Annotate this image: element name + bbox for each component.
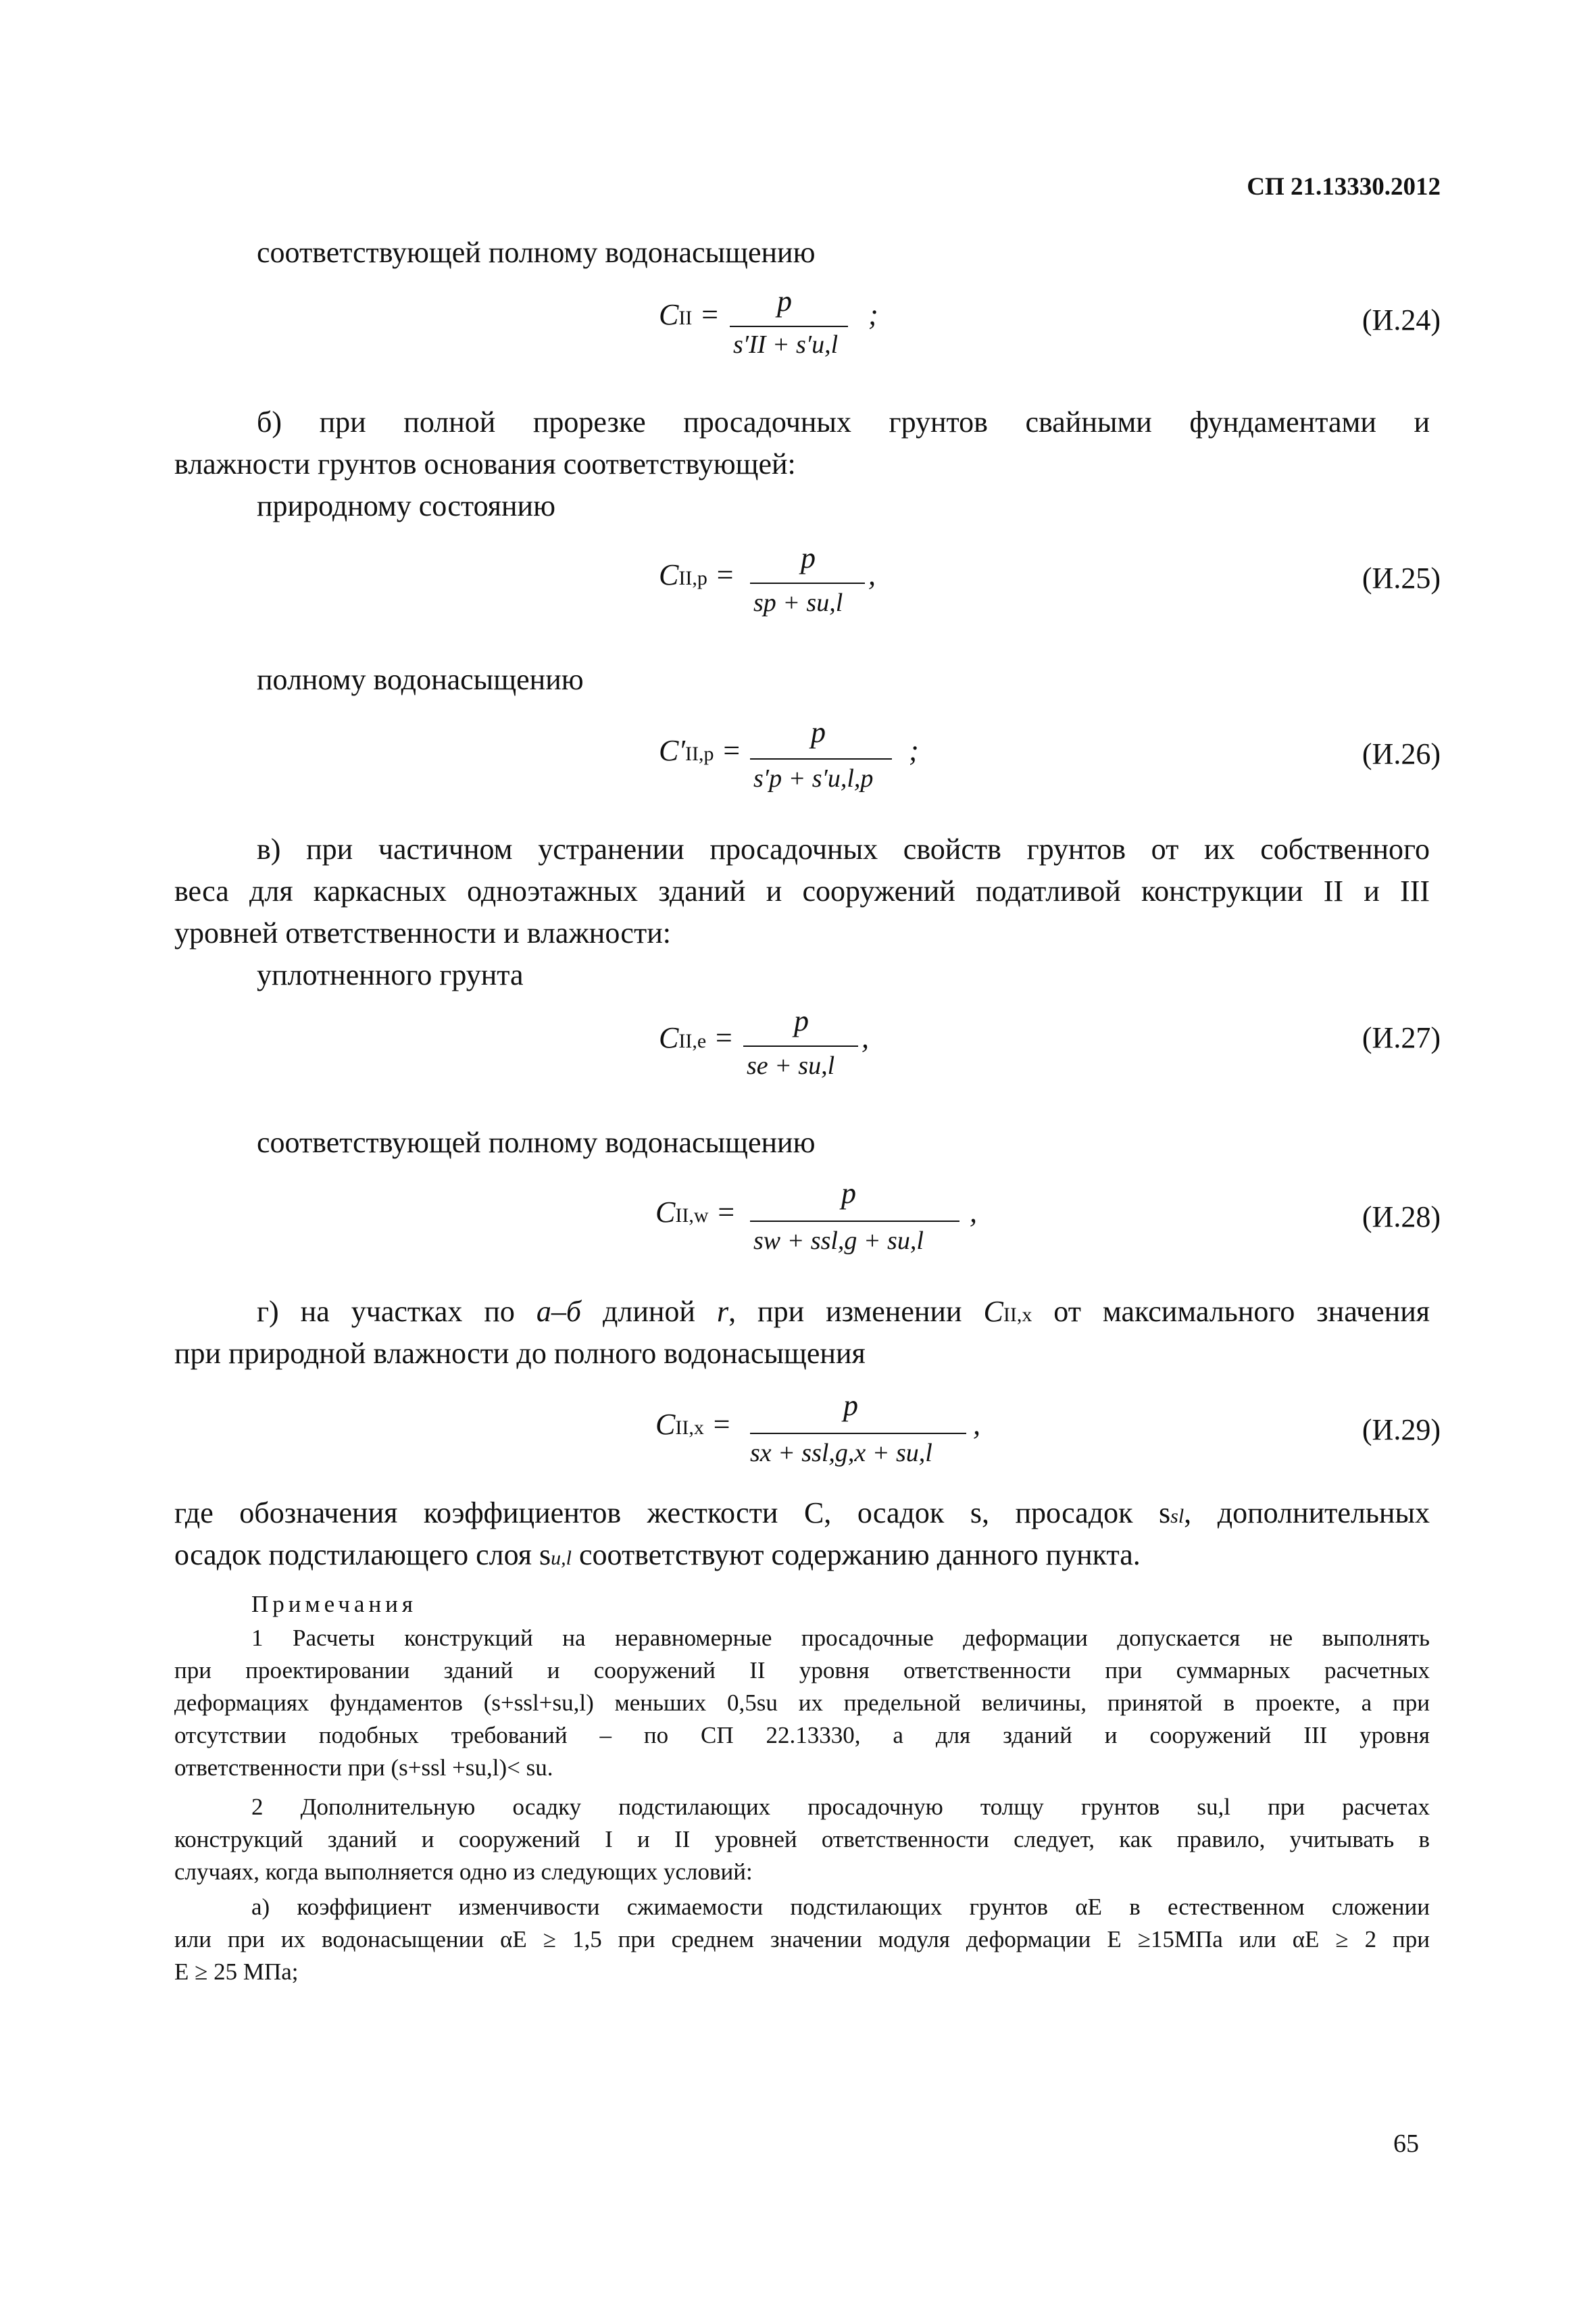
note-line: 2 Дополнительную осадку подстилающих просадочную толщу грунтов su,l при расчетах — [251, 1794, 1430, 1820]
note-line: E ≥ 25 МПа; — [174, 1959, 299, 1985]
equation-29-numerator: p — [843, 1389, 858, 1422]
paragraph-line: влажности грунтов основания соответствующей: — [174, 447, 796, 481]
equation-26-numerator: p — [811, 716, 826, 749]
equation-27-denominator: se + su,l — [747, 1052, 835, 1080]
note-line: при проектировании зданий и сооружений II уровня ответственности при суммарных расчетных — [174, 1657, 1430, 1683]
paragraph-line: природному состоянию — [257, 489, 555, 522]
paragraph-line: в) при частичном устранении просадочных свойств грунтов от их собственного — [257, 833, 1430, 866]
fraction-bar — [750, 583, 865, 584]
equation-29-tail: , — [973, 1408, 980, 1441]
page-number: 65 — [1393, 2130, 1419, 2158]
notes-title: Примечания — [251, 1591, 418, 1617]
note-line: или при их водонасыщении αE ≥ 1,5 при среднем значении модуля деформации E ≥15МПа или αE ≥ 2 при — [174, 1926, 1430, 1952]
equation-26: C′II,p = — [659, 734, 742, 767]
paragraph-line: б) при полной прорезке просадочных грунтов свайными фундаментами и — [257, 405, 1430, 439]
fraction-bar — [750, 1433, 966, 1434]
equation-24: CII = — [659, 298, 720, 331]
note-line: конструкций зданий и сооружений I и II уровней ответственности следует, как правило, учитывать в — [174, 1826, 1430, 1852]
note-line: случаях, когда выполняется одно из следующих условий: — [174, 1858, 753, 1885]
equation-25-denominator: sp + su,l — [753, 589, 843, 617]
note-line: 1 Расчеты конструкций на неравномерные просадочные деформации допускается не выполнять — [251, 1625, 1430, 1651]
paragraph-line: г) на участках по а–б длиной r, при изменении CII,x от максимального значения — [257, 1295, 1430, 1328]
equation-26-tail: ; — [909, 734, 919, 767]
equation-number: (И.28) — [1362, 1200, 1441, 1233]
equation-24-numerator: p — [777, 285, 792, 318]
paragraph-line: веса для каркасных одноэтажных зданий и сооружений податливой конструкции II и III — [174, 875, 1430, 908]
paragraph-line: где обозначения коэффициентов жесткости C, осадок s, просадок ssl, дополнительных — [174, 1496, 1430, 1529]
paragraph-line: при природной влажности до полного водонасыщения — [174, 1337, 866, 1370]
fraction-bar — [750, 758, 892, 760]
document-code-header: СП 21.13330.2012 — [1247, 173, 1441, 201]
paragraph-line: соответствующей полному водонасыщению — [257, 236, 816, 269]
equation-25-numerator: p — [801, 541, 816, 574]
note-line: а) коэффициент изменчивости сжимаемости подстилающих грунтов αE в естественном сложении — [251, 1894, 1430, 1920]
equation-27-numerator: p — [794, 1004, 809, 1037]
paragraph-line: полному водонасыщению — [257, 663, 584, 696]
equation-24-denominator: s′II + s′u,l — [733, 330, 839, 359]
note-line: ответственности при (s+ssl +su,l)< su. — [174, 1754, 553, 1781]
equation-25: CII,p = — [659, 558, 735, 591]
equation-number: (И.24) — [1362, 303, 1441, 337]
equation-number: (И.29) — [1362, 1413, 1441, 1446]
equation-number: (И.27) — [1362, 1021, 1441, 1054]
fraction-bar — [750, 1221, 959, 1222]
paragraph-line: уплотненного грунта — [257, 958, 524, 991]
equation-28: CII,w = — [655, 1196, 737, 1229]
equation-26-denominator: s′p + s′u,l,p — [753, 764, 874, 793]
equation-28-denominator: sw + ssl,g + su,l — [753, 1227, 924, 1255]
fraction-bar — [730, 326, 848, 327]
equation-24-tail: ; — [868, 298, 878, 331]
equation-number: (И.25) — [1362, 562, 1441, 595]
paragraph-line: уровней ответственности и влажности: — [174, 916, 671, 950]
equation-29-denominator: sx + ssl,g,x + su,l — [750, 1439, 932, 1467]
equation-28-numerator: p — [841, 1177, 856, 1210]
equation-29: CII,x = — [655, 1408, 732, 1441]
equation-27-tail: , — [862, 1021, 869, 1054]
note-line: отсутствии подобных требований – по СП 22.13330, а для зданий и сооружений III уровня — [174, 1722, 1430, 1748]
note-line: деформациях фундаментов (s+ssl+su,l) меньших 0,5su их предельной величины, принятой в проекте, а при — [174, 1690, 1430, 1716]
paragraph-line: соответствующей полному водонасыщению — [257, 1126, 816, 1159]
paragraph-line: осадок подстилающего слоя su,l соответствуют содержанию данного пункта. — [174, 1538, 1141, 1571]
equation-28-tail: , — [970, 1196, 977, 1229]
fraction-bar — [743, 1045, 858, 1047]
equation-27: CII,e = — [659, 1021, 734, 1054]
equation-number: (И.26) — [1362, 737, 1441, 770]
equation-25-tail: , — [868, 558, 876, 591]
